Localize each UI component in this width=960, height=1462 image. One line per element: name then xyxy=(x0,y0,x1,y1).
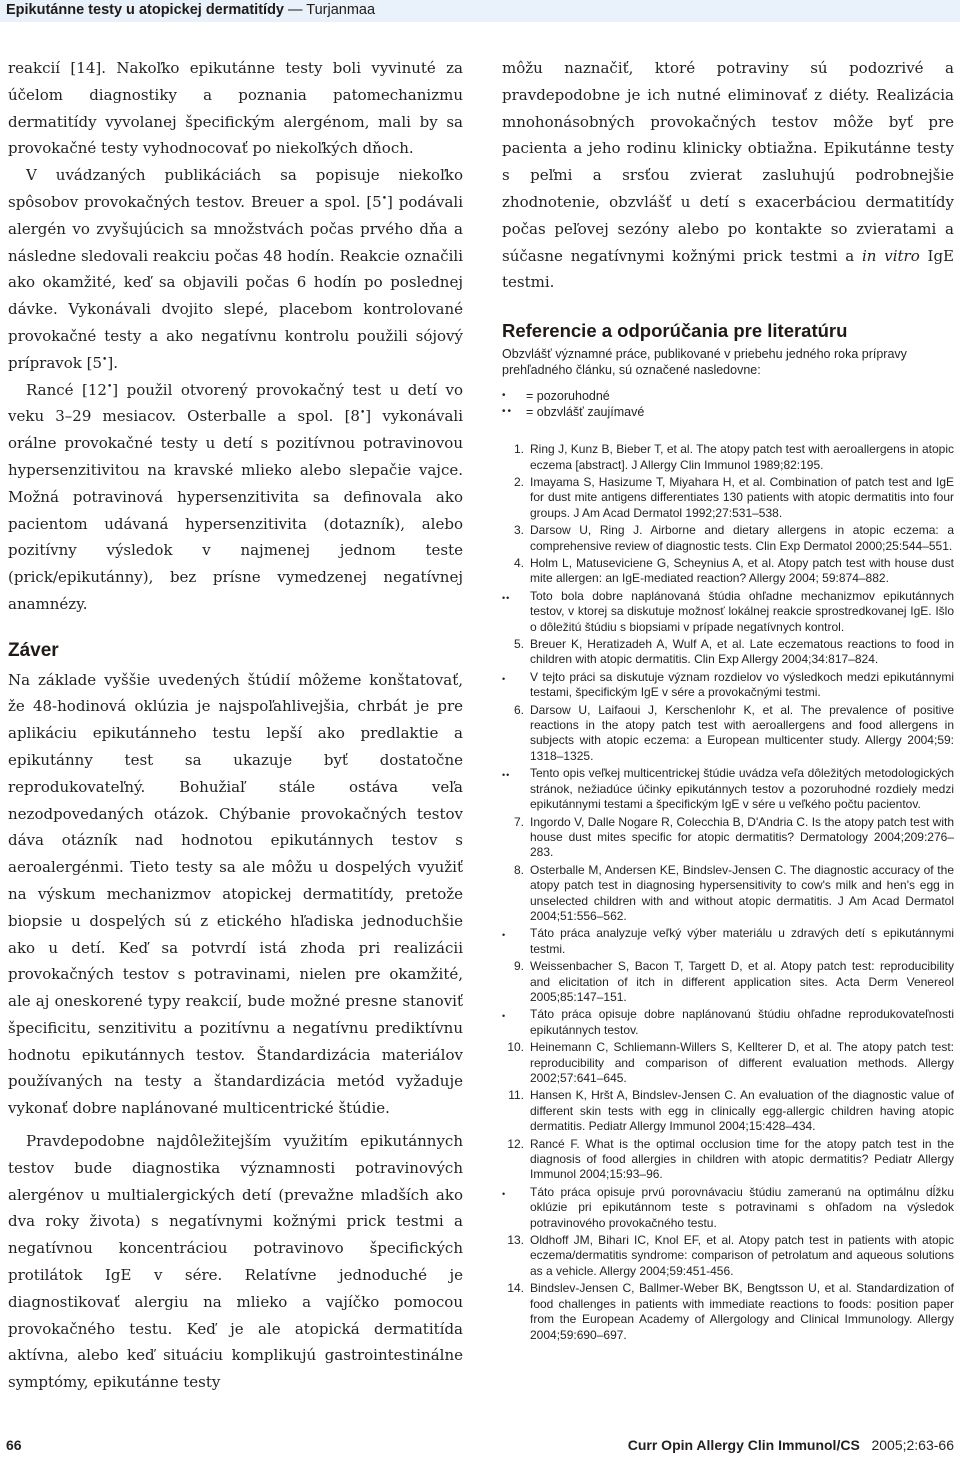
reference-item xyxy=(502,442,954,473)
reference-number: 1. xyxy=(513,442,524,457)
citation-marker: • xyxy=(102,354,108,365)
citation-marker: • xyxy=(106,381,113,392)
reference-number: 10. xyxy=(507,1040,524,1055)
reference-text: Darsow U, Ring J. Airborne and dietary allergens in atopic eczema: a comprehensive review of diagnostic tests. Clin Exp Dermatol 2000;25:544–551. xyxy=(530,523,954,553)
reference-annotation xyxy=(502,1007,954,1038)
reference-text: Darsow U, Laifaoui J, Kerschenlohr K, et al. The prevalence of positive reactions in the atopy patch test with aeroallergens and food allergens in subjects with atopic eczema: a European multicenter study. Allergy 2004;59: 1318–1325. xyxy=(530,702,954,763)
reference-number: 13. xyxy=(507,1233,524,1248)
reference-text: Hansen K, Hršt A, Bindslev-Jensen C. An evaluation of the diagnostic value of different skin tests with egg in clinically egg-allergic children having atopic dermatitis. Pediatr Allergy Immunol 2004;15:428–434. xyxy=(530,1088,954,1134)
bullet-icon: • xyxy=(502,390,508,402)
annotation-text: Táto práca analyzuje veľký výber materiálu u zdravých detí s epikutánnymi testmi. xyxy=(530,926,954,956)
header-text: Epikutánne testy u atopickej dermatitídy — Turjanmaa xyxy=(6,2,376,18)
reference-text: Oldhoff JM, Bihari IC, Knol EF, et al. Atopy patch test in patients with atopic eczema/dermatitis syndrome: comparison of petrolatum and aqueous solutions as a vehicle. Allergy 2004;59:451-456. xyxy=(530,1233,954,1278)
reference-item xyxy=(502,556,954,587)
reference-item xyxy=(502,1137,954,1183)
paragraph-rance: Rancé [12•] použil otvorený provokačný test u detí vo veku 3–29 mesiacov. Osterballe a spol. [8•] vykonávali orálne provokačné testy u detí s pozitívnou potravinovou hypersenzitivitou na kravské mlieko alebo slepačie vajce. Možná potravinová hypersenzitivita sa definovala ako pacientom udávaná hypersenzitivita (dotazník), alebo pozitívny výsledok v najmenej jednom teste (prick/epikutánny), bez prísne vymedzenej negatívnej anamnézy. xyxy=(8,380,463,613)
annotation-text: Toto bola dobre naplánovaná štúdia ohľadne mechanizmov epikutánnych testov, v ktorej sa diskutuje možnosť lokálnej reakcie sprostredkovanej IgE. Išlo o dôležitú štúdiu s biopsiami v prípade negatívnych kontrol. xyxy=(530,588,954,634)
reference-annotation xyxy=(502,766,954,812)
reference-item xyxy=(502,863,954,925)
reference-item xyxy=(502,475,954,521)
legend-row: • = pozoruhodné xyxy=(502,389,610,404)
section-heading-conclusion: Záver xyxy=(8,639,59,661)
reference-item xyxy=(502,523,954,554)
annotation-text: Táto práca opisuje dobre naplánovanú štúdiu ohľadne reprodukovateľnosti epikutánnych testov. xyxy=(530,1007,954,1037)
reference-text: Ingordo V, Dalle Nogare R, Colecchia B, D'Andria C. Is the atopy patch test with house dust mites specific for atopic dermatitis? Dermatology 2004;209:276–283. xyxy=(530,814,954,860)
reference-annotation xyxy=(502,1185,954,1231)
reference-text: Holm L, Matuseviciene G, Scheynius A, et al. Atopy patch test with house dust mite allergen: an IgE-mediated reaction? Allergy 2004; 59:874–882. xyxy=(530,556,954,586)
reference-text: Bindslev-Jensen C, Ballmer-Weber BK, Bengtsson U, et al. Standardization of food challenges in patients with immediate reactions to foods: position paper from the European Academy of Allergology and Clinical Immunology. Allergy 2004;59:690–697. xyxy=(530,1281,954,1342)
reference-number: 12. xyxy=(507,1136,524,1151)
references-intro: Obzvlášť významné práce, publikované v priebehu jedného roka prípravy prehľadného článku, sú označené nasledovne: xyxy=(502,347,907,378)
reference-annotation xyxy=(502,670,954,701)
reference-text: Breuer K, Heratizadeh A, Wulf A, et al. Late eczematous reactions to food in children with atopic dermatitis. Clin Exp Allergy 2004;34:817–824. xyxy=(530,637,954,667)
double-bullet-icon: •• xyxy=(502,406,514,418)
legend xyxy=(502,388,954,420)
reference-item xyxy=(502,1088,954,1134)
annotation-text: Táto práca opisuje prvú porovnávaciu štúdiu zameranú na optimálnu dĺžku oklúzie pri epikutánnom teste s potravinami s ohľadom na výsledok potravinového provokačného testu. xyxy=(530,1184,954,1230)
paragraph-provocation-methods: V uvádzaných publikáciách sa popisuje niekoľko spôsobov provokačných testov. Breuer a spol. [5•] podávali alergén vo zvyšujúcich sa množstvách počas prvého dňa a následne sledovali reakciu počas 48 hodín. Reakcie označili ako okamžité, keď sa objavili počas 6 hodín po poslednej dávke. Vykonávali dvojito slepé, placebom kontrolované provokačné testy a ako negatívnu kontrolu použili sójový prípravok [5•]. xyxy=(8,166,463,372)
reference-number: 5. xyxy=(513,637,524,652)
reference-number: 8. xyxy=(513,862,524,877)
reference-annotation xyxy=(502,589,954,635)
reference-number: 3. xyxy=(513,523,524,538)
citation-marker: • xyxy=(381,193,388,204)
legend-row: •• = obzvlášť zaujímavé xyxy=(502,405,645,420)
paragraph-continued: môžu naznačiť, ktoré potraviny sú podozrivé a pravdepodobne je ich nutné eliminovať z diéty. Realizácia mnohonásobných provokačných testov môže byť pre pacienta a jeho rodinu klinicky obtiažna. Epikutánne testy s peľmi a srsťou zvierat zasluhujú podrobnejšie zhodnotenie, obzvlášť u detí s exacerbáciou dermatitídy počas peľovej sezóny alebo po kontakte so zvieratami a súčasne negatívnymi kožnými prick testmi a in vitro IgE testmi. xyxy=(502,59,955,292)
reference-item xyxy=(502,815,954,861)
reference-number: 4. xyxy=(513,556,524,571)
reference-number: 9. xyxy=(513,959,524,974)
reference-text: Osterballe M, Andersen KE, Bindslev-Jensen C. The diagnostic accuracy of the atopy patch test in diagnosing hypersensitivity to cow's milk and hen's egg in unselected children with and without atopic dermatitis. J Am Acad Dermatol 2004;51:556–562. xyxy=(530,862,954,923)
reference-item xyxy=(502,1281,954,1343)
annotation-text: V tejto práci sa diskutuje význam rozdielov vo výsledkoch medzi epikutánnymi testami, špecifickým IgE v sére a provokačnými testmi. xyxy=(530,669,954,700)
reference-text: Ring J, Kunz B, Bieber T, et al. The atopy patch test with aeroallergens in atopic eczema [abstract]. J Allergy Clin Immunol 1989;82:195. xyxy=(530,442,954,472)
bullet-icon: • xyxy=(502,673,507,684)
reference-number: 7. xyxy=(513,814,524,829)
reference-number: 2. xyxy=(513,474,524,489)
reference-text: Weissenbacher S, Bacon T, Targett D, et al. Atopy patch test: reproducibility and elicitation of itch in different application sites. Acta Derm Venereol 2005;85:147–151. xyxy=(530,959,954,1004)
citation-marker: • xyxy=(359,408,366,419)
reference-item xyxy=(502,1233,954,1279)
reference-text: Heinemann C, Schliemann-Willers S, Kellterer D, et al. The atopy patch test: reproducibility and comparison of different evaluation methods. Allergy 2002;57:641–645. xyxy=(530,1040,954,1086)
reference-item xyxy=(502,703,954,765)
page-number: 66 xyxy=(6,1437,22,1453)
reference-annotation xyxy=(502,926,954,957)
reference-text: Imayama S, Hasizume T, Miyahara H, et al. Combination of patch test and IgE for dust mite antigens differentiates 130 patients with atopic dermatitis into four groups. J Am Acad Dermatol 1992;27:531–538. xyxy=(530,474,954,520)
reference-text: Rancé F. What is the optimal occlusion time for the atopy patch test in the diagnosis of food allergies in children with atopic dermatitis? Pediatr Allergy Immunol 2004;15:93–96. xyxy=(530,1136,954,1182)
reference-number: 14. xyxy=(507,1281,524,1296)
bullet-icon: •• xyxy=(502,592,511,603)
bullet-icon: • xyxy=(502,930,507,941)
running-header xyxy=(0,0,960,22)
reference-item xyxy=(502,1040,954,1086)
header-author: Turjanmaa xyxy=(306,2,376,18)
paragraph-usage: Pravdepodobne najdôležitejším využitím epikutánnych testov bude diagnostika významnosti potravinových alergénov u multialergických detí (prevažne mladších ako dva roky života) s negatívnymi kožnými prick testmi a negatívnou koncentráciou potravinovo špecifických protilátok IgE v sére. Relatívne jednoduché je diagnostikovať alergiu na mlieko a vajíčko pomocou provokačného testu. Keď je ale atopická dermatitída aktívna, alebo keď situáciu komplikujú gastrointestinálne symptómy, epikutánne testy xyxy=(8,1132,463,1392)
references-heading: Referencie a odporúčania pre literatúru xyxy=(502,320,848,342)
bullet-icon: • xyxy=(502,1188,507,1199)
reference-item xyxy=(502,959,954,1005)
footer-citation: Curr Opin Allergy Clin Immunol/CS 2005;2:63-66 xyxy=(627,1437,954,1453)
reference-list xyxy=(502,442,954,1343)
paragraph: reakcií [14]. Nakoľko epikutánne testy boli vyvinuté za účelom diagnostiky a poznania patomechanizmu dermatitídy vyvolanej špecifickým alergénom, mali by sa provokačné testy vyhodnocovať po niekoľkých dňoch. xyxy=(8,59,463,158)
bullet-icon: •• xyxy=(502,770,511,781)
left-column xyxy=(8,55,463,1396)
reference-number: 6. xyxy=(513,702,524,717)
paragraph-conclusion: Na základe vyššie uvedených štúdií môžeme konštatovať, že 48-hodinová oklúzia je najspoľahlivejšia, chrbát je pre aplikáciu epikutánneho testu lepší ako predlaktie a epikutánny test sa ukazuje byť dostatočne reprodukovateľný. Bohužiaľ stále ostáva veľa nezodpovedaných otázok. Chýbanie provokačných testov dáva otázník nad hodnotou epikutánnych testov s aeroalergénmi. Tieto testy sa ale môžu u dospelých využiť na výskum mechanizmov atopickej dermatitídy, pretože biopsie u dospelých sú z etického hľadiska jednoduchšie ako u detí. Keď sa potvrdí istá zhoda pri realizácii provokačných testov s potravinami, nielen pre okamžité, ale aj oneskorené typy reakcií, bude možné presne stanoviť špecificitu, senzitivitu a pozitívnu a negatívnu prediktívnu hodnotu epikutánnych testov. Štandardizácia materiálov používaných na testy a štandardizácia metód vyžaduje vykonať dobre naplánované multicentrické štúdie. xyxy=(8,670,463,1118)
bullet-icon: • xyxy=(502,1011,507,1022)
reference-number: 11. xyxy=(508,1088,524,1103)
reference-item xyxy=(502,637,954,668)
annotation-text: Tento opis veľkej multicentrickej štúdie uvádza veľa dôležitých metodologických stránok, nežiadúce účinky epikutánnych testov a pozoruhodné rozdiely medzi epikutánnymi testami a špecifickým IgE v sére u veľkého počtu pacientov. xyxy=(530,766,954,812)
right-column xyxy=(502,55,954,1345)
header-title: Epikutánne testy u atopickej dermatitídy xyxy=(6,2,284,18)
